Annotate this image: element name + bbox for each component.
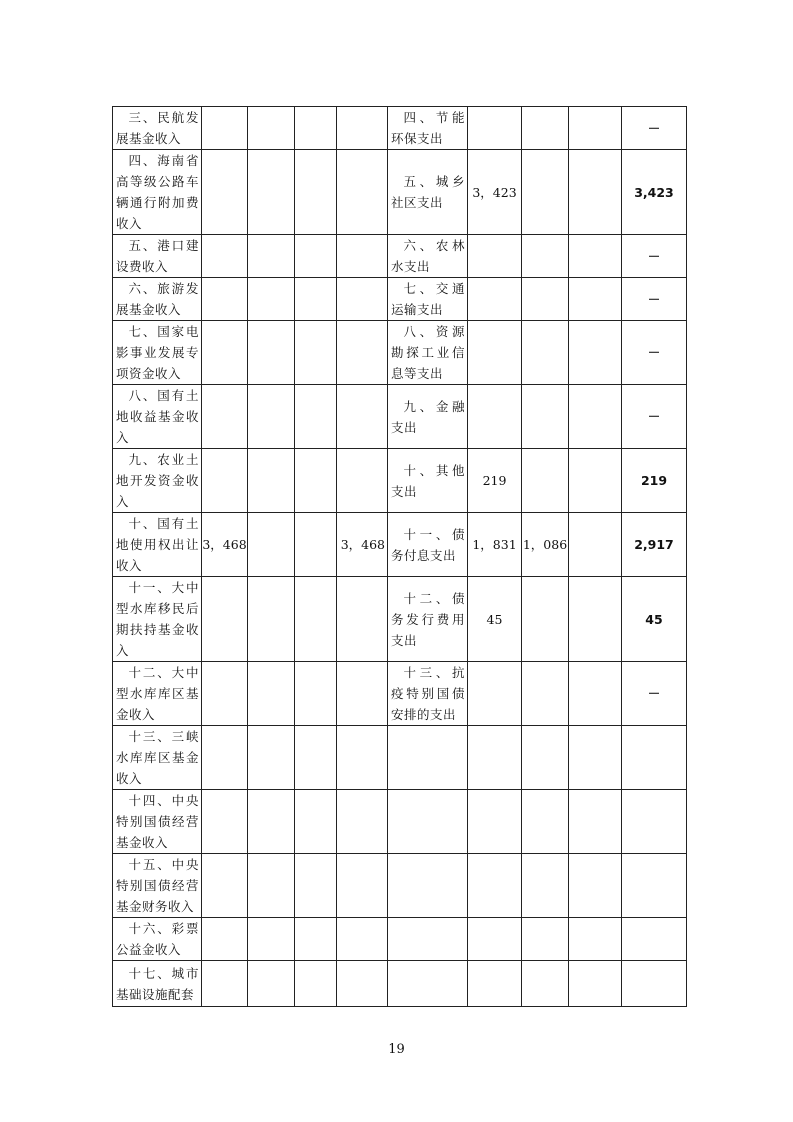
expenditure-total-cell: 2,917	[622, 513, 687, 577]
expenditure-value-cell: 1，831	[468, 513, 522, 577]
revenue-value-cell	[248, 961, 295, 1007]
expenditure-item-label: 十一、债务付息支出	[388, 513, 468, 577]
revenue-item-label: 十七、城市基础设施配套	[113, 961, 202, 1007]
revenue-value-cell	[202, 790, 248, 854]
expenditure-value-cell	[468, 726, 522, 790]
revenue-value-cell	[202, 854, 248, 918]
revenue-value-cell	[295, 790, 337, 854]
expenditure-value-cell	[522, 918, 569, 961]
revenue-value-cell	[295, 449, 337, 513]
revenue-value-cell	[248, 321, 295, 385]
expenditure-value-cell	[468, 385, 522, 449]
expenditure-item-label	[388, 961, 468, 1007]
expenditure-item-label: 十二、债务发行费用支出	[388, 577, 468, 662]
table-row	[113, 107, 687, 150]
revenue-value-cell	[295, 150, 337, 235]
revenue-item-label: 六、旅游发展基金收入	[113, 278, 202, 321]
expenditure-total-cell: －	[622, 235, 687, 278]
revenue-value-cell	[202, 449, 248, 513]
expenditure-value-cell	[522, 854, 569, 918]
expenditure-value-cell	[569, 278, 622, 321]
expenditure-value-cell	[569, 321, 622, 385]
expenditure-item-label: 十三、抗疫特别国债安排的支出	[388, 662, 468, 726]
expenditure-item-label: 九、金融支出	[388, 385, 468, 449]
expenditure-value-cell	[468, 854, 522, 918]
revenue-value-cell	[202, 385, 248, 449]
expenditure-value-cell	[569, 662, 622, 726]
expenditure-value-cell	[569, 577, 622, 662]
table-body	[113, 107, 687, 1007]
revenue-value-cell	[295, 107, 337, 150]
revenue-item-label: 十三、三峡水库库区基金收入	[113, 726, 202, 790]
expenditure-total-cell	[622, 790, 687, 854]
revenue-value-cell	[337, 235, 388, 278]
table-row	[113, 918, 687, 961]
expenditure-total-cell: －	[622, 662, 687, 726]
table-row	[113, 513, 687, 577]
revenue-value-cell	[295, 278, 337, 321]
revenue-item-label: 十二、大中型水库库区基金收入	[113, 662, 202, 726]
table-row	[113, 961, 687, 1007]
expenditure-item-label: 十、其他支出	[388, 449, 468, 513]
revenue-value-cell: 3，468	[202, 513, 248, 577]
revenue-value-cell	[248, 150, 295, 235]
table-row	[113, 854, 687, 918]
expenditure-total-cell: 219	[622, 449, 687, 513]
expenditure-value-cell	[468, 278, 522, 321]
revenue-item-label: 十四、中央特别国债经营基金收入	[113, 790, 202, 854]
revenue-value-cell	[337, 449, 388, 513]
expenditure-value-cell	[522, 385, 569, 449]
expenditure-item-label: 六、农林水支出	[388, 235, 468, 278]
revenue-value-cell	[295, 513, 337, 577]
expenditure-value-cell	[569, 854, 622, 918]
expenditure-total-cell: －	[622, 278, 687, 321]
revenue-value-cell	[202, 235, 248, 278]
expenditure-value-cell	[569, 726, 622, 790]
revenue-value-cell	[202, 278, 248, 321]
expenditure-total-cell	[622, 961, 687, 1007]
revenue-value-cell	[295, 726, 337, 790]
expenditure-total-cell: －	[622, 385, 687, 449]
table-row	[113, 150, 687, 235]
revenue-value-cell	[295, 854, 337, 918]
revenue-value-cell	[202, 918, 248, 961]
table-row	[113, 577, 687, 662]
expenditure-value-cell	[468, 662, 522, 726]
expenditure-value-cell	[522, 790, 569, 854]
expenditure-value-cell	[569, 513, 622, 577]
revenue-value-cell	[337, 726, 388, 790]
expenditure-value-cell	[569, 385, 622, 449]
revenue-value-cell	[295, 918, 337, 961]
expenditure-value-cell	[569, 150, 622, 235]
expenditure-value-cell	[468, 790, 522, 854]
revenue-value-cell	[248, 385, 295, 449]
revenue-value-cell: 3，468	[337, 513, 388, 577]
revenue-item-label: 五、港口建设费收入	[113, 235, 202, 278]
revenue-value-cell	[202, 726, 248, 790]
revenue-value-cell	[337, 321, 388, 385]
revenue-value-cell	[295, 961, 337, 1007]
revenue-value-cell	[337, 854, 388, 918]
expenditure-value-cell	[569, 790, 622, 854]
expenditure-item-label: 五、城乡社区支出	[388, 150, 468, 235]
revenue-value-cell	[295, 577, 337, 662]
expenditure-total-cell: －	[622, 321, 687, 385]
revenue-item-label: 十六、彩票公益金收入	[113, 918, 202, 961]
revenue-value-cell	[295, 235, 337, 278]
revenue-value-cell	[337, 107, 388, 150]
expenditure-total-cell	[622, 918, 687, 961]
expenditure-total-cell	[622, 854, 687, 918]
expenditure-value-cell	[569, 107, 622, 150]
revenue-value-cell	[202, 107, 248, 150]
revenue-value-cell	[202, 662, 248, 726]
revenue-value-cell	[337, 150, 388, 235]
expenditure-value-cell	[522, 726, 569, 790]
expenditure-value-cell	[522, 107, 569, 150]
revenue-value-cell	[248, 107, 295, 150]
revenue-value-cell	[248, 854, 295, 918]
revenue-value-cell	[202, 321, 248, 385]
expenditure-total-cell: －	[622, 107, 687, 150]
expenditure-total-cell: 3,423	[622, 150, 687, 235]
expenditure-item-label: 八、资源勘探工业信息等支出	[388, 321, 468, 385]
expenditure-value-cell	[522, 449, 569, 513]
revenue-item-label: 三、民航发展基金收入	[113, 107, 202, 150]
expenditure-value-cell	[569, 918, 622, 961]
expenditure-value-cell: 3，423	[468, 150, 522, 235]
fund-budget-table	[112, 106, 687, 1007]
expenditure-item-label	[388, 918, 468, 961]
expenditure-item-label: 七、交通运输支出	[388, 278, 468, 321]
revenue-value-cell	[248, 790, 295, 854]
expenditure-value-cell	[569, 235, 622, 278]
revenue-value-cell	[337, 577, 388, 662]
expenditure-value-cell: 1，086	[522, 513, 569, 577]
expenditure-value-cell	[468, 235, 522, 278]
revenue-value-cell	[248, 726, 295, 790]
revenue-value-cell	[295, 662, 337, 726]
revenue-value-cell	[202, 150, 248, 235]
revenue-value-cell	[337, 790, 388, 854]
table-row	[113, 278, 687, 321]
expenditure-value-cell	[522, 235, 569, 278]
expenditure-item-label	[388, 790, 468, 854]
expenditure-value-cell	[468, 107, 522, 150]
expenditure-value-cell	[468, 918, 522, 961]
expenditure-value-cell	[522, 577, 569, 662]
revenue-value-cell	[248, 513, 295, 577]
table-row	[113, 385, 687, 449]
table-row	[113, 726, 687, 790]
page-number: 19	[388, 1042, 405, 1057]
revenue-value-cell	[337, 662, 388, 726]
expenditure-value-cell: 219	[468, 449, 522, 513]
revenue-value-cell	[337, 385, 388, 449]
revenue-item-label: 四、海南省高等级公路车辆通行附加费收入	[113, 150, 202, 235]
revenue-value-cell	[248, 278, 295, 321]
expenditure-total-cell	[622, 726, 687, 790]
revenue-item-label: 十、国有土地使用权出让收入	[113, 513, 202, 577]
table-row	[113, 790, 687, 854]
table-row	[113, 449, 687, 513]
expenditure-item-label	[388, 854, 468, 918]
table-row	[113, 235, 687, 278]
table-row	[113, 662, 687, 726]
revenue-item-label: 十五、中央特别国债经营基金财务收入	[113, 854, 202, 918]
expenditure-total-cell: 45	[622, 577, 687, 662]
revenue-value-cell	[248, 918, 295, 961]
revenue-value-cell	[295, 385, 337, 449]
revenue-value-cell	[202, 961, 248, 1007]
expenditure-value-cell	[569, 961, 622, 1007]
revenue-value-cell	[337, 278, 388, 321]
expenditure-value-cell	[569, 449, 622, 513]
table-row	[113, 321, 687, 385]
expenditure-item-label	[388, 726, 468, 790]
revenue-item-label: 八、国有土地收益基金收入	[113, 385, 202, 449]
expenditure-value-cell	[522, 961, 569, 1007]
expenditure-value-cell	[522, 278, 569, 321]
expenditure-value-cell	[468, 961, 522, 1007]
revenue-value-cell	[248, 662, 295, 726]
revenue-value-cell	[337, 961, 388, 1007]
expenditure-value-cell	[522, 662, 569, 726]
revenue-value-cell	[337, 918, 388, 961]
revenue-value-cell	[248, 235, 295, 278]
revenue-item-label: 十一、大中型水库移民后期扶持基金收入	[113, 577, 202, 662]
revenue-value-cell	[295, 321, 337, 385]
expenditure-value-cell	[522, 150, 569, 235]
revenue-value-cell	[202, 577, 248, 662]
revenue-item-label: 九、农业土地开发资金收入	[113, 449, 202, 513]
expenditure-value-cell	[468, 321, 522, 385]
expenditure-item-label: 四、节能环保支出	[388, 107, 468, 150]
revenue-value-cell	[248, 577, 295, 662]
revenue-item-label: 七、国家电影事业发展专项资金收入	[113, 321, 202, 385]
expenditure-value-cell: 45	[468, 577, 522, 662]
expenditure-value-cell	[522, 321, 569, 385]
revenue-value-cell	[248, 449, 295, 513]
